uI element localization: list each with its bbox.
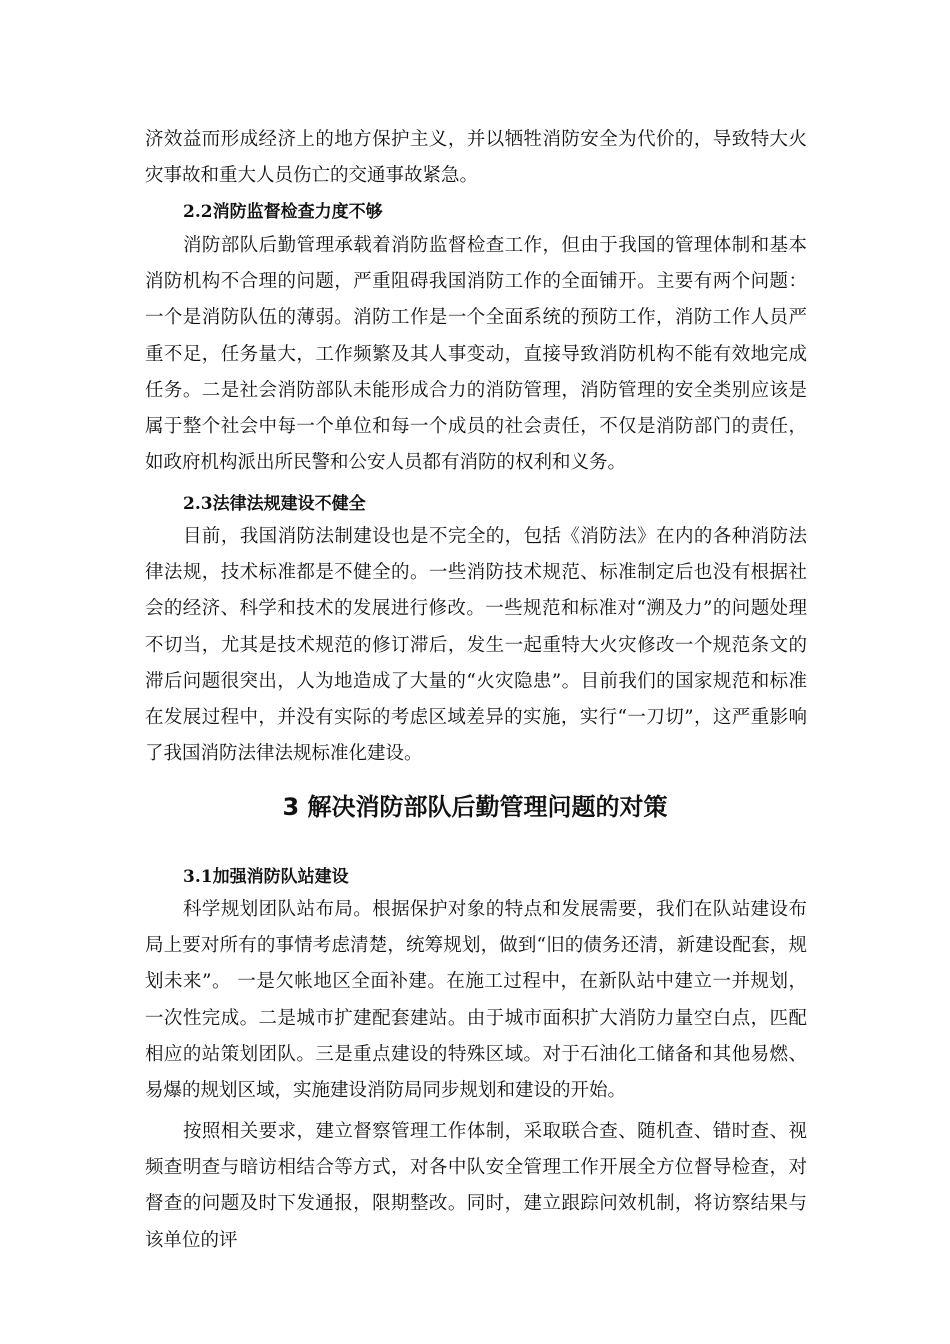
heading-3-1: 3.1加强消防队站建设 (183, 867, 349, 887)
heading-2-3: 2.3法律法规建设不健全 (183, 494, 366, 514)
section-heading-3: 3 解决消防部队后勤管理问题的对策 (282, 793, 668, 821)
paragraph-continued: 济效益而形成经济上的地方保护主义，并以牺牲消防安全为代价的，导致特大火灾事故和重大人员伤亡的交通事故紧急。 (145, 129, 807, 187)
paragraph-2-2: 消防部队后勤管理承载着消防监督检查工作，但由于我国的管理体制和基本消防机构不合理的问题，严重阻碍我国消防工作的全面铺开。主要有两个问题：一个是消防队伍的薄弱。消防工作是一个全面系统的预防工作，消防工作人员严重不足，任务量大，工作频繁及其人事变动，直接导致消防机构不能有效地完成任务。二是社会消防部队未能形成合力的消防管理，消防管理的安全类别应该是属于整个社会中每一个单位和每一个成员的社会责任，不仅是消防部门的责任，如政府机构派出所民警和公安人员都有消防的权利和义务。 (145, 235, 807, 474)
heading-2-2: 2.2消防监督检查力度不够 (183, 202, 383, 222)
paragraph-3-1-a: 科学规划团队站布局。根据保护对象的特点和发展需要，我们在队站建设布局上要对所有的事情考虑清楚，统筹规划，做到“旧的债务还清，新建设配套，规划未来”。 一是欠帐地区全面补建。在施工过程中，在新队站中建立一并规划，一次性完成。二是城市扩建配套建站。由于城市面积扩大消防力量空白点，匹配相应的站策划团队。三是重点建设的特殊区域。对于石油化工储备和其他易燃、易爆的规划区域，实施建设消防局同步规划和建设的开始。 (145, 899, 807, 1102)
paragraph-3-1-b: 按照相关要求，建立督察管理工作体制，采取联合查、随机查、错时查、视频查明查与暗访相结合等方式，对各中队安全管理工作开展全方位督导检查，对督查的问题及时下发通报，限期整改。同时，建立跟踪问效机制，将访察结果与该单位的评 (145, 1121, 807, 1251)
paragraph-2-3: 目前，我国消防法制建设也是不完全的，包括《消防法》在内的各种消防法律法规，技术标准都是不健全的。一些消防技术规范、标准制定后也没有根据社会的经济、科学和技术的发展进行修改。一些规范和标准对“溯及力”的问题处理不切当，尤其是技术规范的修订滞后，发生一起重特大火灾修改一个规范条文的滞后问题很突出，人为地造成了大量的“火灾隐患”。目前我们的国家规范和标准在发展过程中，并没有实际的考虑区域差异的实施，实行“一刀切”，这严重影响了我国消防法律法规标准化建设。 (145, 526, 807, 765)
